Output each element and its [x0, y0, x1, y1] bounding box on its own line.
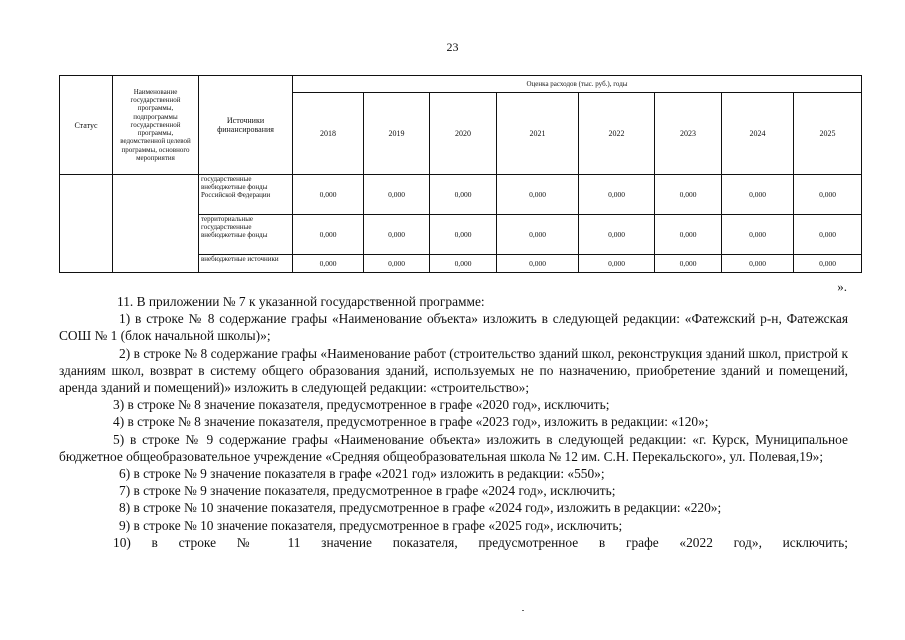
source-cell: территориальные государственные внебюджетные фонды: [199, 215, 293, 255]
table-row: [60, 175, 862, 215]
value-cell: 0,000: [579, 255, 655, 273]
value-cell: 0,000: [293, 175, 364, 215]
header-cost-estimate: Оценка расходов (тыс. руб.), годы: [293, 76, 862, 93]
value-cell: 0,000: [655, 255, 722, 273]
page-number: 23: [446, 40, 459, 54]
value-cell: 0,000: [293, 215, 364, 255]
paragraph: 5) в строке № 9 содержание графы «Наименование объекта» изложить в следующей редакции: «г. Курск, Муниципальное бюджетное общеобразовательное учреждение «Средняя общеобразовательная школа № 12 им. С.Н. Перекальского», ул. Полевая,19»;: [59, 431, 848, 464]
value-cell: 0,000: [722, 255, 794, 273]
closing-quote: ».: [837, 279, 847, 294]
paragraph: 3) в строке № 8 значение показателя, предусмотренное в графе «2020 год», исключить;: [113, 397, 610, 413]
paragraph: 2) в строке № 8 содержание графы «Наименование работ (строительство зданий школ, реконструкция зданий школ, пристрой к зданиям школ, возврат в систему общего образования зданий, используемых не по назначению, приобретение зданий и помещений, аренда зданий и помещений)» изложить в следующей редакции: «строительство»;: [59, 345, 848, 396]
budget-table: [59, 75, 862, 273]
value-cell: 0,000: [430, 215, 497, 255]
scan-speck: [522, 610, 524, 611]
paragraph: 8) в строке № 10 значение показателя, предусмотренное в графе «2024 год», изложить в редакции: «220»;: [119, 500, 722, 516]
value-cell: 0,000: [655, 175, 722, 215]
header-year: 2023: [655, 93, 722, 175]
header-year: 2024: [722, 93, 794, 175]
header-program-name: Наименование государственной программы, подпрограммы государственной программы, ведомственной целевой программы, основного мероприятия: [113, 76, 199, 175]
value-cell: 0,000: [794, 175, 862, 215]
value-cell: 0,000: [497, 175, 579, 215]
source-cell: внебюджетные источники: [199, 255, 293, 273]
paragraph: 6) в строке № 9 значение показателя в графе «2021 год» изложить в редакции: «550»;: [119, 466, 605, 482]
paragraph: 4) в строке № 8 значение показателя, предусмотренное в графе «2023 год», изложить в редакции: «120»;: [113, 414, 709, 430]
value-cell: 0,000: [497, 215, 579, 255]
document-body: [59, 293, 848, 551]
header-sources: Источники финансирования: [199, 76, 293, 175]
paragraph: 7) в строке № 9 значение показателя, предусмотренное в графе «2024 год», исключить;: [119, 483, 616, 499]
value-cell: 0,000: [794, 255, 862, 273]
value-cell: 0,000: [364, 215, 430, 255]
header-year: 2021: [497, 93, 579, 175]
header-year: 2025: [794, 93, 862, 175]
header-year: 2020: [430, 93, 497, 175]
value-cell: 0,000: [430, 255, 497, 273]
header-status: Статус: [60, 76, 113, 175]
header-year: 2018: [293, 93, 364, 175]
value-cell: 0,000: [364, 175, 430, 215]
header-year: 2019: [364, 93, 430, 175]
value-cell: 0,000: [794, 215, 862, 255]
status-cell: [60, 175, 113, 273]
value-cell: 0,000: [497, 255, 579, 273]
program-name-cell: [113, 175, 199, 273]
value-cell: 0,000: [655, 215, 722, 255]
paragraph: 11. В приложении № 7 к указанной государственной программе:: [117, 294, 485, 309]
source-cell: государственные внебюджетные фонды Российской Федерации: [199, 175, 293, 215]
value-cell: 0,000: [579, 175, 655, 215]
value-cell: 0,000: [430, 175, 497, 215]
value-cell: 0,000: [293, 255, 364, 273]
paragraph: 10) в строке № 11 значение показателя, предусмотренное в графе «2022 год», исключить;: [113, 534, 848, 550]
header-year: 2022: [579, 93, 655, 175]
value-cell: 0,000: [364, 255, 430, 273]
value-cell: 0,000: [579, 215, 655, 255]
value-cell: 0,000: [722, 175, 794, 215]
paragraph: 9) в строке № 10 значение показателя, предусмотренное в графе «2025 год», исключить;: [119, 517, 623, 533]
value-cell: 0,000: [722, 215, 794, 255]
paragraph: 1) в строке № 8 содержание графы «Наименование объекта» изложить в следующей редакции: «Фатежский р-н, Фатежская СОШ № 1 (блок начальной школы)»;: [59, 311, 848, 344]
